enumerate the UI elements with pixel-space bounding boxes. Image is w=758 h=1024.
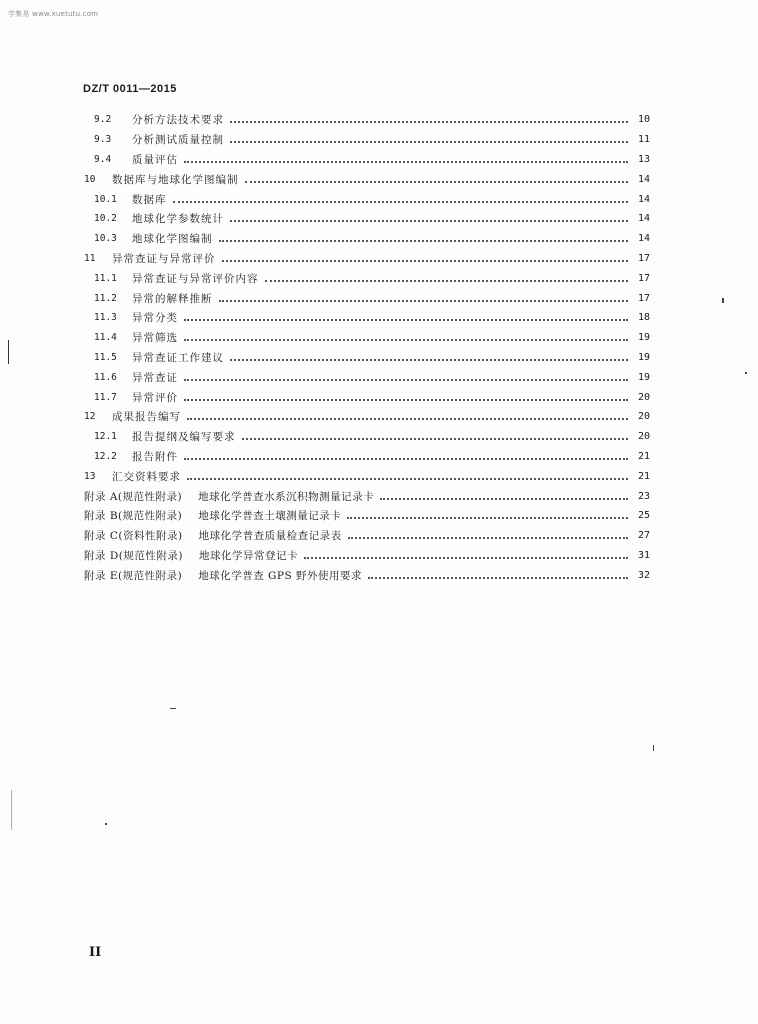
toc-title: 地球化学普查土壤测量记录卡 <box>198 510 342 523</box>
toc-leader-dots <box>184 398 628 401</box>
toc-page-number: 19 <box>637 351 650 363</box>
toc-title: 分析方法技术要求 <box>132 114 224 127</box>
toc-page-number: 23 <box>637 490 650 502</box>
toc-page-number: 10 <box>637 114 650 126</box>
watermark-text: 学集易 www.xuetutu.com <box>8 10 99 18</box>
scan-speck <box>170 708 176 709</box>
toc-leader-dots <box>184 378 628 381</box>
toc-leader-dots <box>222 259 629 262</box>
toc-title: 地球化学图编制 <box>132 233 213 246</box>
toc-leader-dots <box>230 219 628 222</box>
toc-leader-dots <box>347 516 628 519</box>
toc-leader-dots <box>245 180 629 183</box>
toc-page-number: 14 <box>637 213 650 225</box>
toc-page-number: 14 <box>637 233 650 245</box>
toc-page-number: 14 <box>637 193 650 205</box>
toc-entry <box>84 546 650 566</box>
scan-speck <box>722 298 724 303</box>
toc-number: 9.4 <box>94 153 112 165</box>
toc-title: 异常查证与异常评价 <box>112 252 216 265</box>
toc-number: 11.1 <box>94 272 117 284</box>
toc-number: 10 <box>84 173 96 185</box>
toc-page-number: 14 <box>637 173 650 185</box>
toc-page-number: 17 <box>637 292 650 304</box>
toc-title: 地球化学普查质量检查记录表 <box>198 530 342 543</box>
toc-page-number: 19 <box>637 371 650 383</box>
toc-leader-dots <box>184 318 628 321</box>
toc-page-number: 31 <box>637 549 650 561</box>
scan-speck <box>745 372 747 374</box>
toc-number: 10.2 <box>94 213 117 225</box>
toc-entry <box>84 249 650 269</box>
toc-number: 11.4 <box>94 332 117 344</box>
toc-entry <box>84 229 650 249</box>
toc-title: 异常筛选 <box>132 332 178 345</box>
toc-entry <box>84 387 650 407</box>
toc-leader-dots <box>187 477 628 480</box>
toc-title: 汇交资料要求 <box>112 470 181 483</box>
toc-page-number: 17 <box>637 272 650 284</box>
toc-leader-dots <box>184 160 628 163</box>
toc-title: 报告提纲及编写要求 <box>132 431 236 444</box>
toc-number: 13 <box>84 470 96 482</box>
toc-title: 异常查证与异常评价内容 <box>132 272 259 285</box>
toc-title: 地球化学参数统计 <box>132 213 224 226</box>
toc-leader-dots <box>265 279 629 282</box>
toc-page-number: 11 <box>637 134 650 146</box>
toc-page-number: 27 <box>637 530 650 542</box>
toc-title: 质量评估 <box>132 153 178 166</box>
toc-entry <box>84 308 650 328</box>
toc-appendix-label: 附录 C(资料性附录) <box>84 530 183 543</box>
toc-entry <box>84 169 650 189</box>
toc-leader-dots <box>304 556 628 559</box>
toc-title: 异常评价 <box>132 391 178 404</box>
toc-page-number: 13 <box>637 153 650 165</box>
toc-entry <box>84 506 650 526</box>
toc-entry <box>84 407 650 427</box>
toc-title: 报告附件 <box>132 450 178 463</box>
toc-leader-dots <box>173 200 629 203</box>
toc-appendix-label: 附录 B(规范性附录) <box>84 510 183 523</box>
toc-title: 地球化学普查 GPS 野外使用要求 <box>198 569 363 582</box>
toc-leader-dots <box>380 497 628 500</box>
toc-title: 分析测试质量控制 <box>132 134 224 147</box>
toc-page-number: 20 <box>637 431 650 443</box>
toc-entry <box>84 130 650 150</box>
toc-page-number: 32 <box>637 569 650 581</box>
toc-title: 成果报告编写 <box>112 411 181 424</box>
toc-entry <box>84 110 650 130</box>
toc-entry <box>84 526 650 546</box>
toc-entry <box>84 565 650 585</box>
scan-speck <box>105 823 107 825</box>
scan-artifact-line <box>8 340 9 364</box>
toc-page-number: 19 <box>637 332 650 344</box>
toc-page-number: 21 <box>637 470 650 482</box>
toc-page-number: 18 <box>637 312 650 324</box>
toc-leader-dots <box>242 437 629 440</box>
toc-title: 数据库与地球化学图编制 <box>112 173 239 186</box>
toc-leader-dots <box>368 576 628 579</box>
toc-leader-dots <box>219 299 629 302</box>
toc-entry <box>84 209 650 229</box>
toc-leader-dots <box>184 457 628 460</box>
toc-page-number: 20 <box>637 411 650 423</box>
toc-entry <box>84 367 650 387</box>
toc-leader-dots <box>219 239 629 242</box>
toc-title: 数据库 <box>132 193 167 206</box>
toc-number: 9.3 <box>94 134 112 146</box>
toc-title: 异常的解释推断 <box>132 292 213 305</box>
toc-leader-dots <box>187 417 628 420</box>
toc-leader-dots <box>184 338 628 341</box>
toc-page-number: 17 <box>637 252 650 264</box>
toc-number: 11.7 <box>94 391 117 403</box>
toc-leader-dots <box>230 358 628 361</box>
document-code: DZ/T 0011—2015 <box>83 83 177 95</box>
toc-entry <box>84 486 650 506</box>
toc-leader-dots <box>230 140 628 143</box>
toc-number: 12.1 <box>94 431 117 443</box>
toc-appendix-label: 附录 E(规范性附录) <box>84 569 183 582</box>
page-number: II <box>89 945 102 960</box>
scan-speck <box>653 745 654 751</box>
toc-leader-dots <box>348 536 628 539</box>
toc-entry <box>84 427 650 447</box>
toc-appendix-label: 附录 A(规范性附录) <box>84 490 183 503</box>
toc-entry <box>84 288 650 308</box>
toc-page-number: 20 <box>637 391 650 403</box>
toc-appendix-label: 附录 D(规范性附录) <box>84 549 183 562</box>
toc-title: 地球化学异常登记卡 <box>198 549 298 562</box>
toc-entry <box>84 466 650 486</box>
toc-number: 9.2 <box>94 114 112 126</box>
table-of-contents <box>84 110 650 585</box>
toc-title: 异常分类 <box>132 312 178 325</box>
toc-entry <box>84 268 650 288</box>
toc-number: 12 <box>84 411 96 423</box>
toc-number: 12.2 <box>94 450 117 462</box>
toc-number: 10.3 <box>94 233 117 245</box>
toc-number: 11 <box>84 252 96 264</box>
toc-page-number: 25 <box>637 510 650 522</box>
toc-entry <box>84 447 650 467</box>
toc-entry <box>84 348 650 368</box>
toc-entry <box>84 150 650 170</box>
toc-number: 11.2 <box>94 292 117 304</box>
toc-number: 11.5 <box>94 351 117 363</box>
toc-entry <box>84 189 650 209</box>
toc-page-number: 21 <box>637 450 650 462</box>
toc-title: 异常查证工作建议 <box>132 351 224 364</box>
toc-leader-dots <box>230 120 628 123</box>
toc-number: 10.1 <box>94 193 117 205</box>
scan-artifact-line <box>11 790 12 830</box>
toc-number: 11.3 <box>94 312 117 324</box>
toc-entry <box>84 328 650 348</box>
toc-number: 11.6 <box>94 371 117 383</box>
toc-title: 异常查证 <box>132 371 178 384</box>
toc-title: 地球化学普查水系沉积物测量记录卡 <box>198 490 375 503</box>
